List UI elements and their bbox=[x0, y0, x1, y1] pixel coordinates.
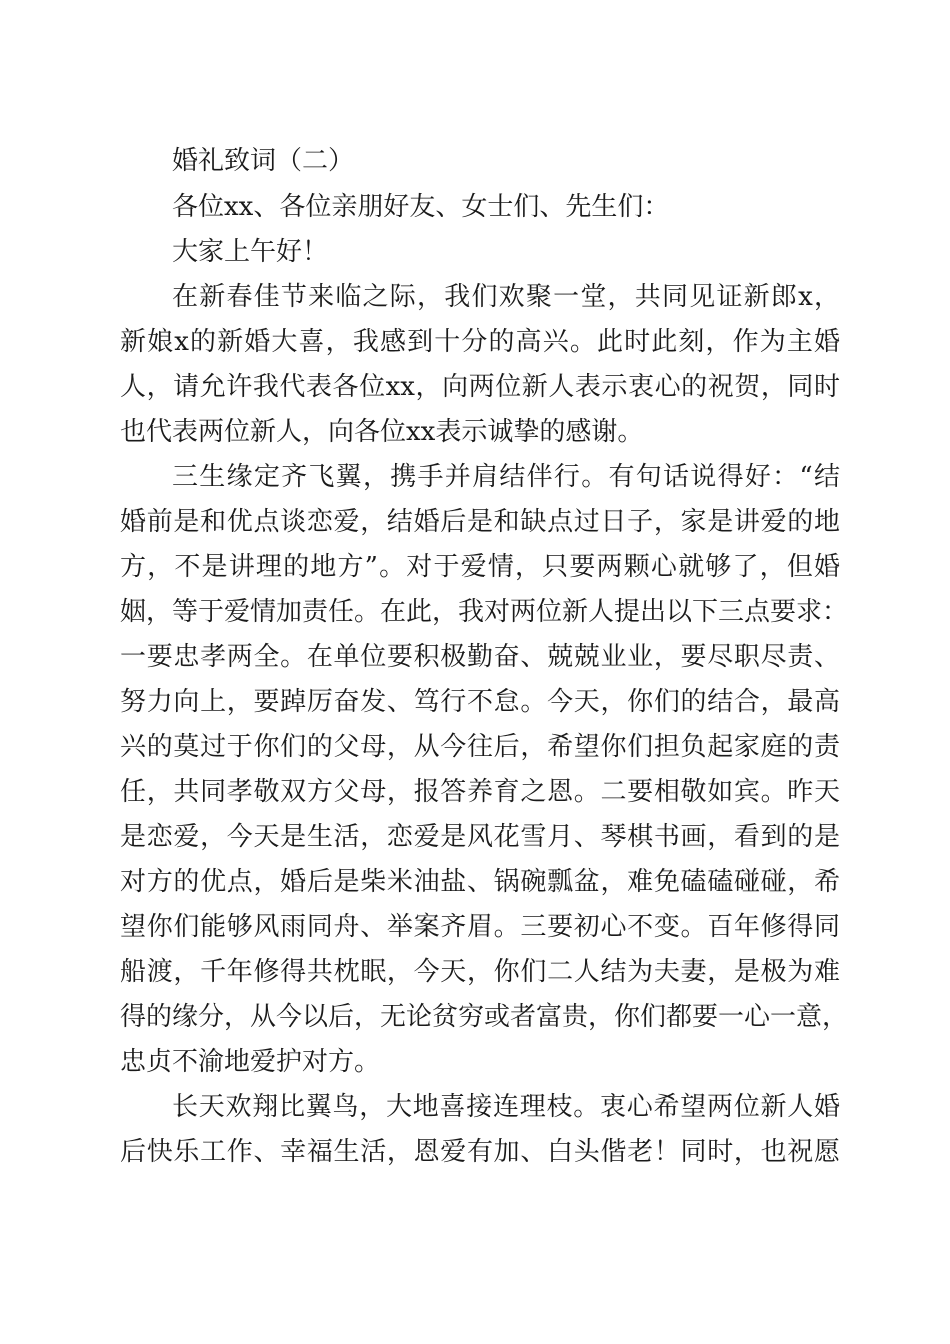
paragraph-line: 方，不是讲理的地方”。对于爱情，只要两颗心就够了，但婚 bbox=[120, 552, 840, 582]
paragraph-line: 兴的莫过于你们的父母，从今往后，希望你们担负起家庭的责 bbox=[120, 732, 840, 762]
paragraph-line: 望你们能够风雨同舟、举案齐眉。三要初心不变。百年修得同 bbox=[120, 912, 840, 942]
paragraph-line: 努力向上，要踔厉奋发、笃行不怠。今天，你们的结合，最高 bbox=[120, 687, 840, 717]
paragraph-line: 是恋爱，今天是生活，恋爱是风花雪月、琴棋书画，看到的是 bbox=[120, 822, 840, 852]
paragraph-line: 得的缘分，从今以后，无论贫穷或者富贵，你们都要一心一意， bbox=[120, 1002, 849, 1032]
paragraph-line: 后快乐工作、幸福生活，恩爱有加、白头偕老！同时，也祝愿 bbox=[120, 1137, 840, 1167]
paragraph-line: 长天欢翔比翼鸟，大地喜接连理枝。衷心希望两位新人婚 bbox=[172, 1092, 840, 1122]
paragraph-line: 新娘x的新婚大喜，我感到十分的高兴。此时此刻，作为主婚 bbox=[120, 327, 840, 357]
salutation: 各位xx、各位亲朋好友、女士们、先生们： bbox=[172, 192, 670, 222]
paragraph-line: 也代表两位新人，向各位xx表示诚挚的感谢。 bbox=[120, 417, 644, 447]
paragraph-line: 一要忠孝两全。在单位要积极勤奋、兢兢业业，要尽职尽责、 bbox=[120, 642, 840, 672]
paragraph-line: 对方的优点，婚后是柴米油盐、锅碗瓢盆，难免磕磕碰碰，希 bbox=[120, 867, 840, 897]
paragraph-line: 船渡，千年修得共枕眠，今天，你们二人结为夫妻，是极为难 bbox=[120, 957, 840, 987]
paragraph-line: 三生缘定齐飞翼，携手并肩结伴行。有句话说得好：“结 bbox=[172, 462, 840, 492]
greeting: 大家上午好！ bbox=[172, 237, 329, 267]
paragraph-line: 婚前是和优点谈恋爱，结婚后是和缺点过日子，家是讲爱的地 bbox=[120, 507, 840, 537]
paragraph-line: 在新春佳节来临之际，我们欢聚一堂，共同见证新郎x， bbox=[172, 282, 840, 312]
paragraph-line: 人，请允许我代表各位xx，向两位新人表示衷心的祝贺，同时 bbox=[120, 372, 840, 402]
document-title: 婚礼致词（二） bbox=[172, 146, 355, 176]
paragraph-line: 忠贞不渝地爱护对方。 bbox=[120, 1047, 381, 1077]
paragraph-line: 姻，等于爱情加责任。在此，我对两位新人提出以下三点要求： bbox=[120, 597, 849, 627]
paragraph-line: 任，共同孝敬双方父母，报答养育之恩。二要相敬如宾。昨天 bbox=[120, 777, 840, 807]
